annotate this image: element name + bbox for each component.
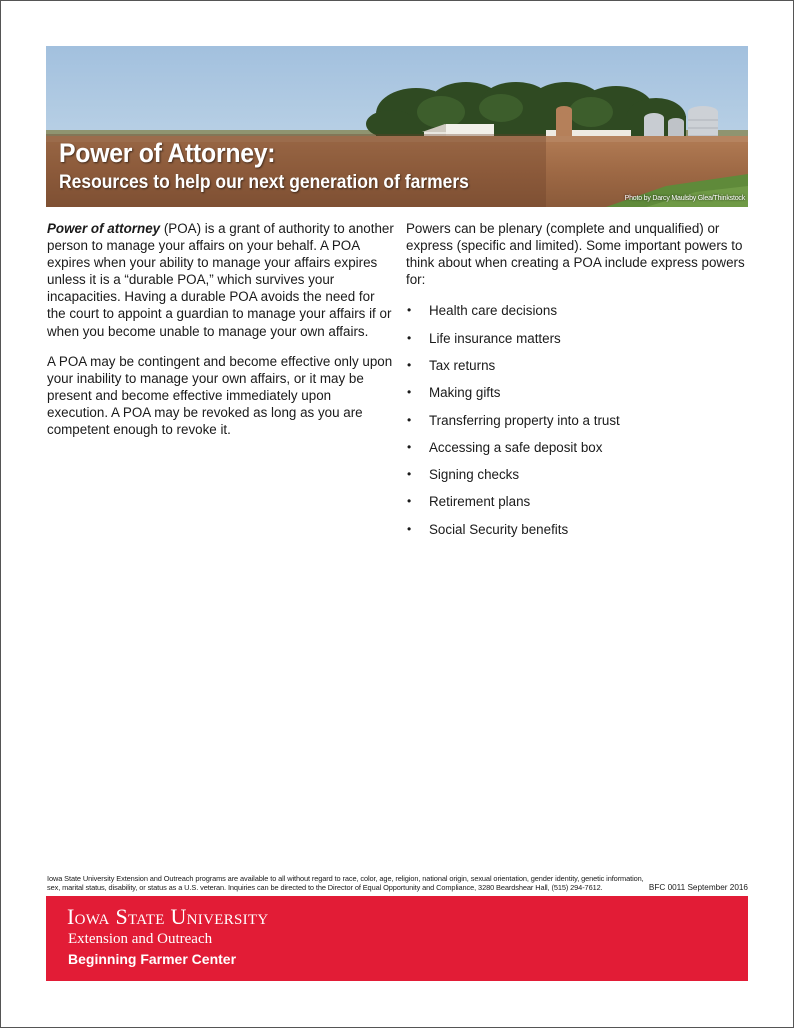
poa-definition-paragraph xyxy=(47,220,395,340)
bullet-icon: • xyxy=(407,521,412,536)
power-label: Social Security benefits xyxy=(429,521,569,537)
footer-bar xyxy=(46,896,748,981)
power-label: Health care decisions xyxy=(429,303,558,319)
bullet-icon: • xyxy=(407,467,412,482)
bullet-icon: • xyxy=(407,494,412,509)
page-subtitle: Resources to help our next generation of farmers xyxy=(59,172,469,193)
left-column xyxy=(47,220,395,451)
university-logo-text: Iowa State University xyxy=(67,904,269,929)
power-label: Life insurance matters xyxy=(429,330,561,346)
power-list-item xyxy=(406,412,752,439)
bullet-icon: • xyxy=(407,357,412,372)
power-list-item xyxy=(406,384,752,411)
equal-opportunity-disclaimer: Iowa State University Extension and Outreach programs are available to all without regard to race, color, age, religion, national origin, sexual orientation, gender identity, genetic information, sex, marital status, disability, or status as a U.S. veteran. Inquiries can be directed to the Director of Equal Opportunity and Compliance, 3280 Beardshear Hall, (515) 294-7612. xyxy=(47,874,644,893)
center-label: Beginning Farmer Center xyxy=(68,951,237,967)
power-label: Making gifts xyxy=(429,385,501,401)
header-banner xyxy=(46,46,748,207)
power-label: Retirement plans xyxy=(429,494,531,510)
power-list-item xyxy=(406,466,752,493)
photo-credit: Photo by Darcy Maulsby Glea/Thinkstock xyxy=(624,195,745,202)
power-list-item xyxy=(406,439,752,466)
bullet-icon: • xyxy=(407,385,412,400)
bullet-icon: • xyxy=(407,412,412,427)
power-label: Accessing a safe deposit box xyxy=(429,439,603,455)
powers-list xyxy=(406,302,752,548)
bullet-icon: • xyxy=(407,330,412,345)
poa-definition-text: (POA) is a grant of authority to another person to manage your affairs on your behalf. A POA expires when your ability to manage your affairs expires unless it is a “durable POA,” which survives your incapacities. Having a durable POA avoids the need for the court to appoint a guardian to manage your affairs if or when you become unable to manage your own affairs. xyxy=(47,221,394,339)
power-label: Transferring property into a trust xyxy=(429,412,620,428)
poa-term: Power of attorney xyxy=(47,221,161,236)
power-list-item xyxy=(406,521,752,548)
document-id: BFC 0011 September 2016 xyxy=(648,883,748,892)
power-list-item xyxy=(406,357,752,384)
bullet-icon: • xyxy=(407,439,412,454)
powers-intro-paragraph: Powers can be plenary (complete and unqualified) or express (specific and limited). Some important powers to think about when creating a POA include express powers for: xyxy=(406,221,745,288)
power-label: Tax returns xyxy=(429,357,496,373)
power-list-item xyxy=(406,330,752,357)
poa-contingent-paragraph: A POA may be contingent and become effective only upon your inability to manage your own affairs, or it may be present and become effective immediately upon execution. A POA may be revoked as long as you are competent enough to revoke it. xyxy=(47,353,393,438)
power-list-item xyxy=(406,493,752,520)
bullet-icon: • xyxy=(407,303,412,318)
right-column xyxy=(406,220,752,548)
extension-label: Extension and Outreach xyxy=(68,931,213,947)
power-list-item xyxy=(406,302,752,329)
power-label: Signing checks xyxy=(429,467,520,483)
page-title: Power of Attorney: xyxy=(59,138,276,168)
